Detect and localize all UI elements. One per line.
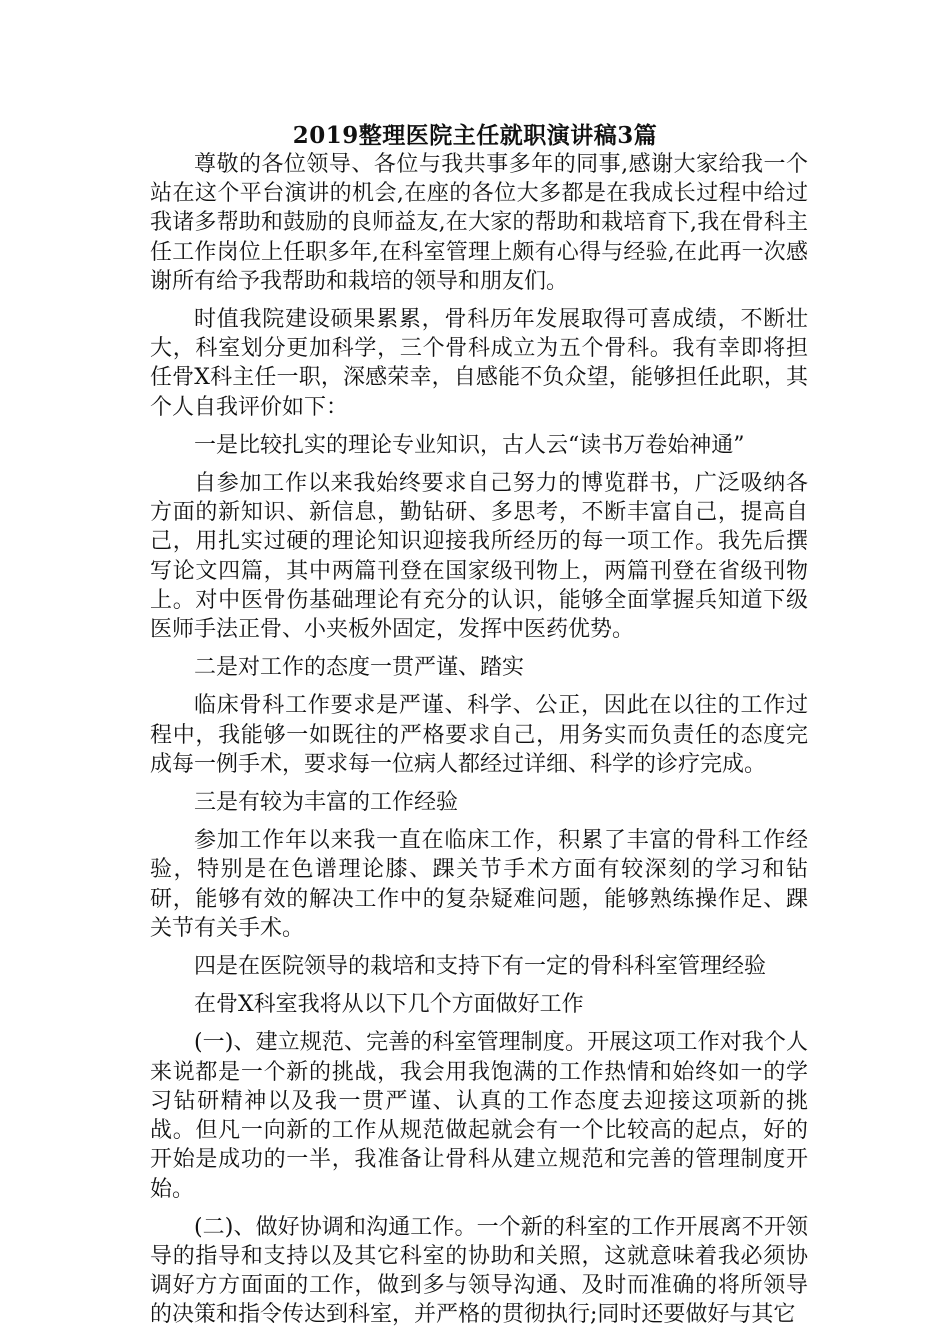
document-body [150,150,808,1339]
paragraph: 一是比较扎实的理论专业知识，古人云“读书万卷始神通” [194,432,745,458]
paragraph: 尊敬的各位领导、各位与我共事多年的同事,感谢大家给我一个站在这个平台演讲的机会,在座的各位大多都是在我成长过程中给过我诸多帮助和鼓励的良师益友,在大家的帮助和栽培育下,我在骨科主任工作岗位上任职多年,在科室管理上颇有心得与经验,在此再一次感谢所有给予我帮助和栽培的领导和朋友们。 [150,152,808,294]
paragraph: (二)、做好协调和沟通工作。一个新的科室的工作开展离不开领导的指导和支持以及其它科室的协助和关照，这就意味着我必须协调好方方面面的工作，做到多与领导沟通、及时而准确的将所领导的决策和指令传达到科室，并严格的贯彻执行;同时还要做好与其它 [150,1214,808,1328]
paragraph: 四是在医院领导的栽培和支持下有一定的骨科科室管理经验 [194,954,767,980]
paragraph: 三是有较为丰富的工作经验 [194,790,459,816]
paragraph: 自参加工作以来我始终要求自己努力的博览群书，广泛吸纳各方面的新知识、新信息，勤钻研、多思考，不断丰富自己，提高自己，用扎实过硬的理论知识迎接我所经历的每一项工作。我先后撰写论文四篇，其中两篇刊登在国家级刊物上，两篇刊登在省级刊物上。对中医骨伤基础理论有充分的认识，能够全面掌握兵知道下级医师手法正骨、小夹板外固定，发挥中医药优势。 [150,471,808,643]
paragraph: 在骨X科室我将从以下几个方面做好工作 [194,992,584,1018]
paragraph: 参加工作年以来我一直在临床工作，积累了丰富的骨科工作经验，特别是在色谱理论膝、踝关节手术方面有较深刻的学习和钻研，能够有效的解决工作中的复杂疑难问题，能够熟练操作足、踝关节有关手术。 [150,828,808,941]
paragraph: 时值我院建设硕果累累，骨科历年发展取得可喜成绩，不断壮大，科室划分更加科学，三个骨科成立为五个骨科。我有幸即将担任骨X科主任一职，深感荣幸，自感能不负众望，能够担任此职，其个人自我评价如下： [150,307,808,420]
document-title: 2019整理医院主任就职演讲稿3篇 [292,122,658,149]
paragraph: 二是对工作的态度一贯严谨、踏实 [194,655,525,681]
paragraph: (一)、建立规范、完善的科室管理制度。开展这项工作对我个人来说都是一个新的挑战，我会用我饱满的工作热情和始终如一的学习钻研精神以及我一贯严谨、认真的工作态度去迎接这项新的挑战。但凡一向新的工作从规范做起就会有一个比较高的起点，好的开始是成功的一半，我准备让骨科从建立规范和完善的管理制度开始。 [150,1030,808,1202]
paragraph: 临床骨科工作要求是严谨、科学、公正，因此在以往的工作过程中，我能够一如既往的严格要求自己，用务实而负责任的态度完成每一例手术，要求每一位病人都经过详细、科学的诊疗完成。 [150,693,808,777]
